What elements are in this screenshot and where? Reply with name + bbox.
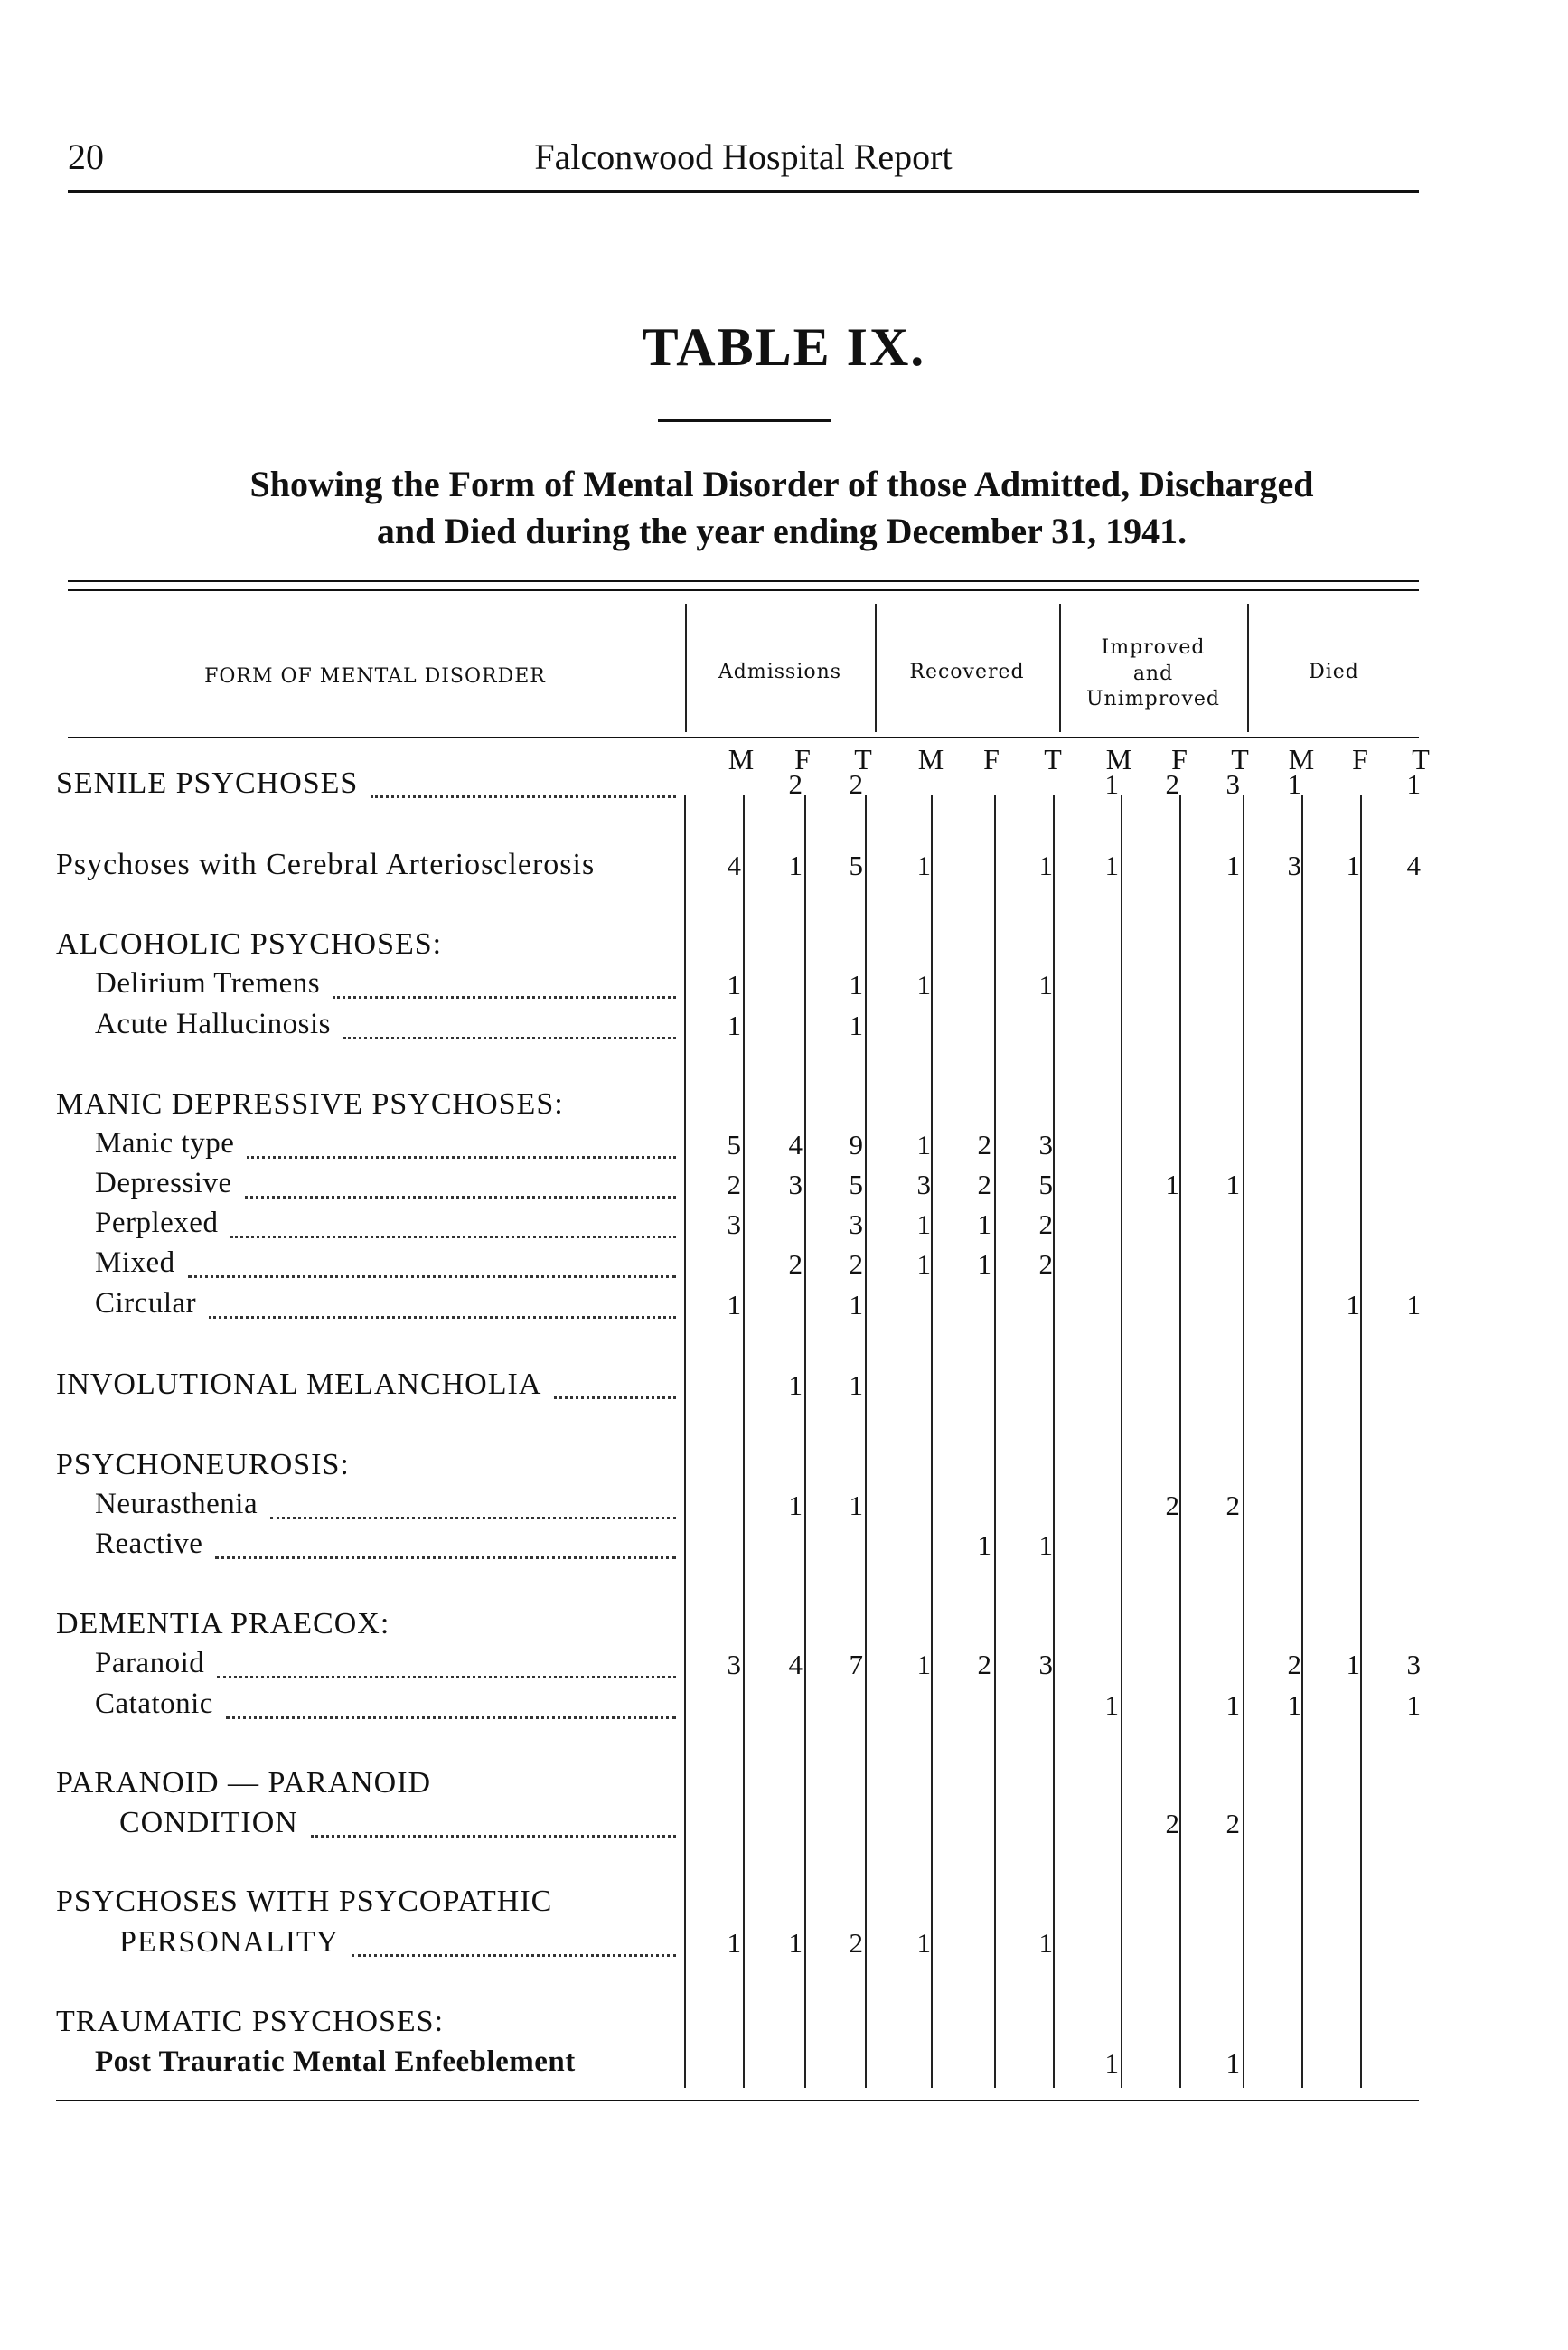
table-cell: 2 (1225, 1490, 1240, 1521)
table-cell: 2 (1165, 768, 1179, 800)
table-cell: 1 (916, 1129, 931, 1161)
column-header-recovered: Recovered (909, 661, 1025, 683)
table-cell: 4 (727, 850, 741, 881)
row-label: Reactive (95, 1528, 203, 1560)
table-cell: 5 (849, 850, 863, 881)
table-cell: 1 (788, 1490, 803, 1521)
table-cell: 3 (1225, 768, 1240, 800)
table-cell: 3 (1287, 850, 1301, 881)
title-rule (658, 419, 831, 422)
column-line (1053, 795, 1055, 2088)
table-cell: 3 (727, 1649, 741, 1680)
row-label: Delirium Tremens (95, 967, 321, 1000)
table-cell: 1 (1346, 850, 1360, 881)
page-header (68, 136, 1419, 193)
column-line (743, 795, 745, 2088)
column-line (804, 795, 806, 2088)
table-cell: 1 (1104, 768, 1119, 800)
sub-column-header: T (1231, 743, 1249, 776)
table-cell: 2 (977, 1649, 991, 1680)
column-header-improved (1061, 635, 1245, 713)
table-cell: 5 (849, 1169, 863, 1200)
table-cell: 2 (849, 1248, 863, 1280)
table-cell: 1 (849, 1010, 863, 1041)
table-cell: 1 (1165, 1169, 1179, 1200)
subtitle-line-2: and Died during the year ending December 31, 1941. (376, 511, 1188, 551)
running-title: Falconwood Hospital Report (534, 136, 953, 177)
leader-dots (352, 1954, 676, 1957)
leader-dots (245, 1196, 676, 1198)
table-cell: 1 (849, 1369, 863, 1401)
table-cell: 1 (1104, 2047, 1119, 2079)
row-label: Neurasthenia (95, 1488, 258, 1520)
table-cell: 2 (1287, 1649, 1301, 1680)
sub-column-header: T (1412, 743, 1430, 776)
improved-line-3: Unimproved (1086, 688, 1220, 711)
table-title: TABLE IX. (642, 317, 926, 377)
leader-dots (343, 1037, 676, 1039)
table-cell: 1 (1225, 1169, 1240, 1200)
improved-line-1: Improved (1101, 636, 1206, 659)
table-cell: 1 (1038, 1927, 1053, 1959)
column-line (1121, 795, 1122, 2088)
table-cell: 1 (977, 1208, 991, 1240)
row-label: Psychoses with Cerebral Arteriosclerosis (56, 848, 596, 881)
leader-dots (215, 1556, 676, 1559)
table-cell: 2 (1225, 1808, 1240, 1839)
table-cell: 1 (1287, 1689, 1301, 1721)
table-cell: 4 (788, 1649, 803, 1680)
table-cell: 1 (727, 1010, 741, 1041)
improved-line-2: and (1132, 662, 1174, 685)
row-label: CONDITION (119, 1806, 298, 1839)
column-header-died: Died (1309, 661, 1359, 683)
table-cell: 7 (849, 1649, 863, 1680)
column-line (1301, 795, 1303, 2088)
table-cell: 1 (1225, 1689, 1240, 1721)
table-cell: 1 (916, 1208, 931, 1240)
row-label: SENILE PSYCHOSES (56, 766, 359, 800)
table-cell: 1 (1104, 850, 1119, 881)
table-cell: 1 (977, 1248, 991, 1280)
row-label: Paranoid (95, 1647, 205, 1679)
column-header-admissions: Admissions (718, 661, 842, 683)
table-cell: 1 (916, 1927, 931, 1959)
row-label: ALCOHOLIC PSYCHOSES: (56, 927, 443, 961)
column-line (931, 795, 933, 2088)
row-label: Mixed (95, 1246, 175, 1279)
row-label: Manic type (95, 1127, 235, 1160)
column-line (865, 795, 867, 2088)
sub-column-header: M (728, 743, 755, 776)
leader-dots (247, 1156, 676, 1159)
table-cell: 3 (1038, 1129, 1053, 1161)
sub-column-header: F (794, 743, 811, 776)
row-label: Circular (95, 1287, 197, 1320)
table-cell: 2 (849, 768, 863, 800)
row-label: Acute Hallucinosis (95, 1008, 332, 1040)
table-top-rule (68, 580, 1419, 582)
table-cell: 3 (916, 1169, 931, 1200)
table-cell: 1 (1346, 1289, 1360, 1321)
leader-dots (209, 1316, 676, 1319)
leader-dots (188, 1275, 676, 1278)
row-label: Catatonic (95, 1687, 213, 1720)
row-label: Depressive (95, 1167, 232, 1199)
column-line (1179, 795, 1181, 2088)
sub-column-header: M (1288, 743, 1315, 776)
table-cell: 4 (788, 1129, 803, 1161)
sub-column-header: F (1171, 743, 1188, 776)
table-cell: 1 (727, 1289, 741, 1321)
table-cell: 1 (916, 969, 931, 1001)
column-line (1360, 795, 1362, 2088)
table-cell: 9 (849, 1129, 863, 1161)
table-cell: 2 (1038, 1248, 1053, 1280)
table-cell: 2 (727, 1169, 741, 1200)
table-cell: 1 (788, 1927, 803, 1959)
table-cell: 1 (1406, 768, 1421, 800)
table-cell: 1 (916, 1248, 931, 1280)
row-label: Perplexed (95, 1207, 219, 1239)
table-cell: 1 (1038, 850, 1053, 881)
sub-column-header: M (1105, 743, 1132, 776)
table-cell: 3 (849, 1208, 863, 1240)
table-cell: 1 (849, 1490, 863, 1521)
table-cell: 3 (788, 1169, 803, 1200)
table-subtitle (90, 461, 1473, 555)
row-label: MANIC DEPRESSIVE PSYCHOSES: (56, 1087, 564, 1121)
header-bottom-rule (68, 737, 1419, 738)
row-label: PERSONALITY (119, 1925, 340, 1959)
row-label: INVOLUTIONAL MELANCHOLIA (56, 1368, 542, 1401)
table-cell: 4 (1406, 850, 1421, 881)
table-cell: 2 (1038, 1208, 1053, 1240)
table-cell: 3 (1038, 1649, 1053, 1680)
table-cell: 1 (916, 1649, 931, 1680)
table-cell: 5 (1038, 1169, 1053, 1200)
table-cell: 2 (849, 1927, 863, 1959)
sub-column-header: F (1352, 743, 1368, 776)
row-label: PSYCHOSES WITH PSYCOPATHIC (56, 1885, 553, 1918)
row-label: PARANOID — PARANOID (56, 1766, 432, 1800)
leader-dots (226, 1716, 676, 1719)
table-bottom-rule (56, 2100, 1419, 2101)
table-cell: 1 (1038, 1529, 1053, 1561)
leader-dots (371, 795, 676, 798)
leader-dots (230, 1236, 676, 1238)
table-cell: 3 (1406, 1649, 1421, 1680)
column-header-disorder: FORM OF MENTAL DISORDER (204, 665, 546, 688)
table-cell: 2 (1165, 1490, 1179, 1521)
table-cell: 5 (727, 1129, 741, 1161)
column-line (994, 795, 996, 2088)
table-cell: 2 (788, 768, 803, 800)
leader-dots (554, 1396, 676, 1399)
row-label: PSYCHONEUROSIS: (56, 1448, 350, 1481)
sub-column-header: T (1044, 743, 1062, 776)
table-cell: 1 (849, 969, 863, 1001)
table-top-rule-double (68, 589, 1419, 591)
leader-dots (311, 1835, 676, 1838)
subtitle-line-1: Showing the Form of Mental Disorder of those Admitted, Discharged (249, 464, 1314, 504)
leader-dots (217, 1676, 676, 1678)
table-cell: 2 (977, 1129, 991, 1161)
table-cell: 2 (1165, 1808, 1179, 1839)
table-cell: 1 (977, 1529, 991, 1561)
column-line (684, 795, 686, 2088)
row-label: Post Trauratic Mental Enfeeblement (95, 2045, 576, 2078)
column-line (1243, 795, 1244, 2088)
table-cell: 1 (788, 1369, 803, 1401)
table-cell: 2 (788, 1248, 803, 1280)
leader-dots (333, 996, 676, 999)
table-cell: 1 (916, 850, 931, 881)
page-number: 20 (68, 136, 104, 177)
table-cell: 3 (727, 1208, 741, 1240)
table-cell: 1 (1406, 1689, 1421, 1721)
row-label: TRAUMATIC PSYCHOSES: (56, 2005, 445, 2038)
sub-column-header: T (854, 743, 872, 776)
table-cell: 1 (1346, 1649, 1360, 1680)
sub-column-header: F (983, 743, 1000, 776)
table-cell: 1 (1104, 1689, 1119, 1721)
table-cell: 1 (1287, 768, 1301, 800)
table-cell: 2 (977, 1169, 991, 1200)
leader-dots (270, 1517, 676, 1519)
row-label: DEMENTIA PRAECOX: (56, 1607, 390, 1640)
table-cell: 1 (1406, 1289, 1421, 1321)
table-cell: 1 (1225, 850, 1240, 881)
table-cell: 1 (788, 850, 803, 881)
table-cell: 1 (727, 969, 741, 1001)
table-cell: 1 (1038, 969, 1053, 1001)
table-cell: 1 (849, 1289, 863, 1321)
table-cell: 1 (1225, 2047, 1240, 2079)
table-cell: 1 (727, 1927, 741, 1959)
sub-column-header: M (917, 743, 944, 776)
